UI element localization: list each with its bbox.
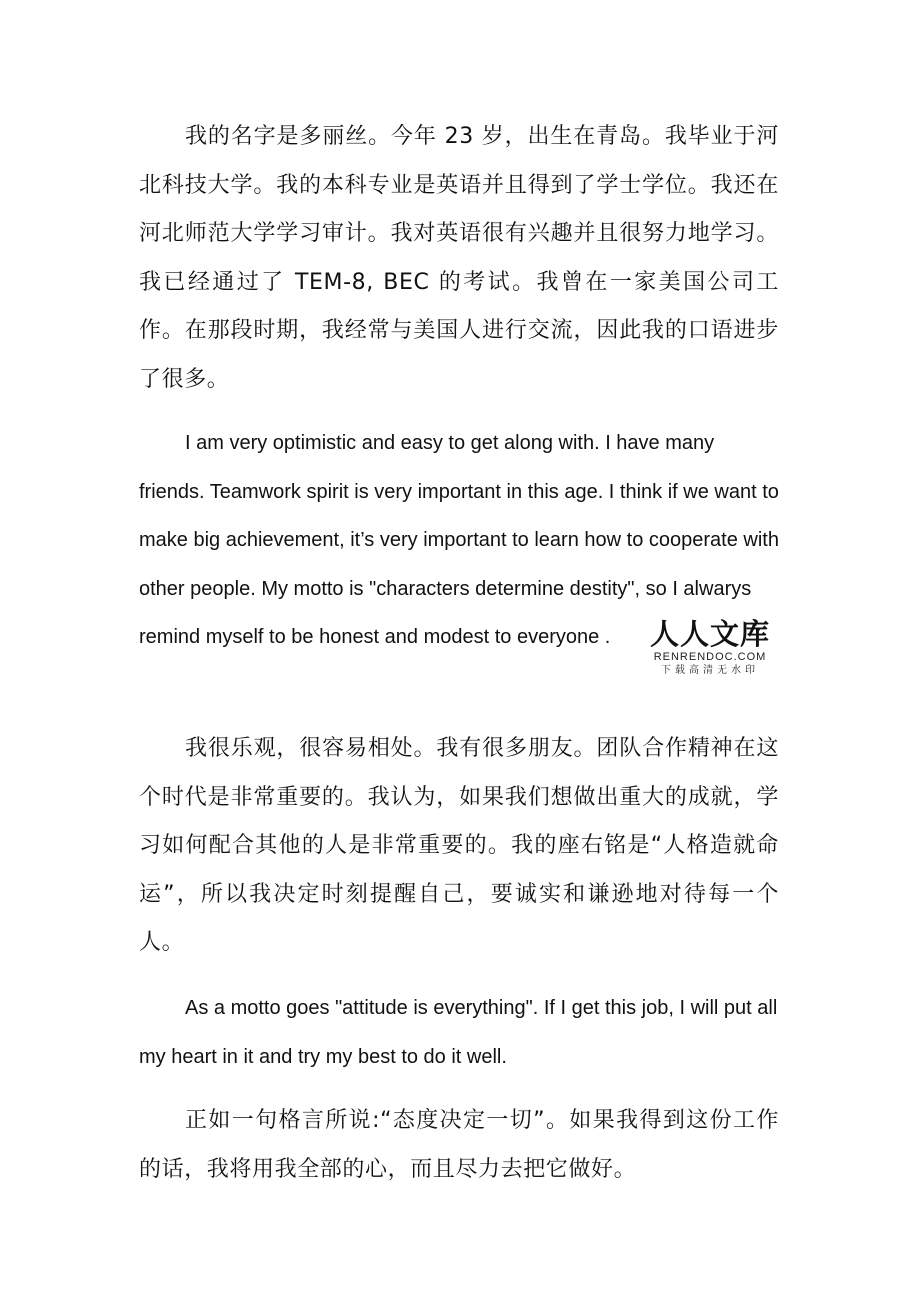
paragraph-motto-english: As a motto goes "attitude is everything". If I get this job, I will put all my heart in it and try my best to do it well. [139, 997, 778, 1068]
watermark-logo [640, 617, 780, 677]
paragraph-personality-english: I am very optimistic and easy to get along with. I have many friends. Teamwork spirit is very important in this age. I think if we want to make big achievement, it’s very important to learn how to cooperate with other people. My motto is "characters determine destity", so I alwarys remind myself to be honest and modest to everyone . [139, 432, 779, 648]
paragraph-motto-chinese: 正如一句格言所说:“态度决定一切”。如果我得到这份工作的话，我将用我全部的心，而且尽力去把它做好。 [139, 1108, 779, 1182]
paragraph-personality-chinese: 我很乐观，很容易相处。我有很多朋友。团队合作精神在这个时代是非常重要的。我认为，如果我们想做出重大的成就，学习如何配合其他的人是非常重要的。我的座右铭是“人格造就命运”，所以我决定时刻提醒自己，要诚实和谦逊地对待每一个人。 [139, 736, 779, 955]
paragraph-intro-chinese: 我的名字是多丽丝。今年 23 岁，出生在青岛。我毕业于河北科技大学。我的本科专业是英语并且得到了学士学位。我还在河北师范大学学习审计。我对英语很有兴趣并且很努力地学习。我已经通过了 TEM-8, BEC 的考试。我曾在一家美国公司工作。在那段时期，我经常与美国人进行交流，因此我的口语进步了很多。 [139, 124, 779, 392]
watermark-domain: RENRENDOC.COM [653, 651, 767, 663]
watermark-tagline: 下载高清无水印 [661, 665, 759, 676]
watermark-logo-text: 人人文库 [649, 617, 770, 651]
